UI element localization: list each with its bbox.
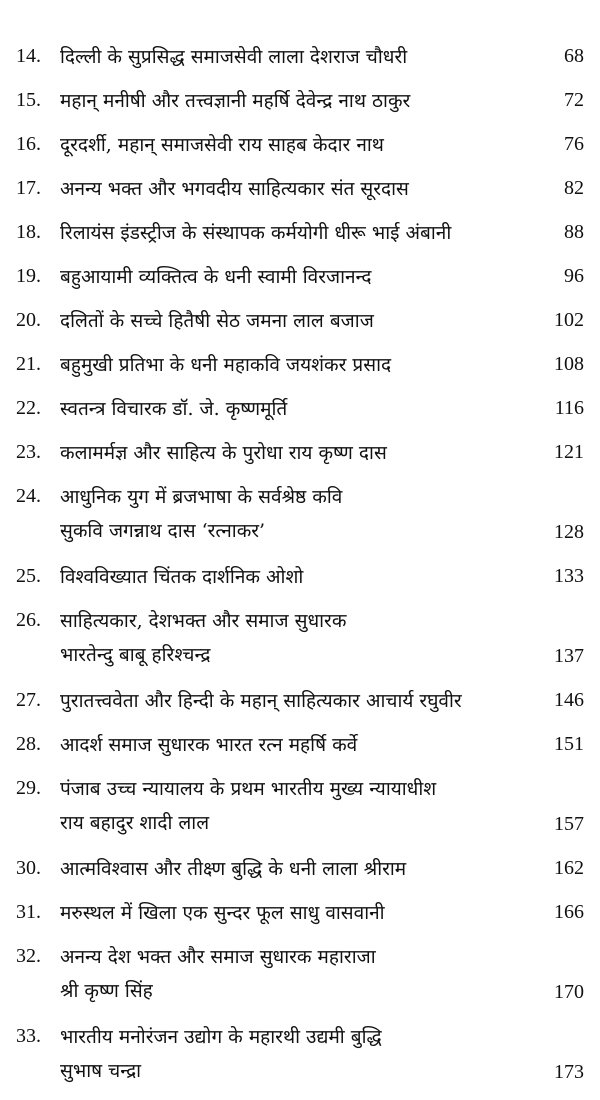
toc-entry — [16, 348, 584, 380]
toc-entry — [16, 172, 584, 204]
entry-title — [60, 896, 584, 930]
entry-title-line: दलितों के सच्चे हितैषी सेठ जमना लाल बजाज — [60, 310, 374, 332]
entry-number: 32. — [16, 945, 41, 967]
entry-title-line: मरुस्थल में खिला एक सुन्दर फूल साधु वासवानी — [60, 902, 385, 924]
toc-entry — [16, 216, 584, 248]
entry-title — [60, 604, 584, 672]
entry-title-line: आदर्श समाज सुधारक भारत रत्न महर्षि कर्वे — [60, 734, 358, 756]
entry-page-number: 173 — [554, 1061, 584, 1083]
entry-title-line: साहित्यकार, देशभक्त और समाज सुधारक — [60, 610, 347, 632]
entry-title-line: पंजाब उच्च न्यायालय के प्रथम भारतीय मुख्य न्यायाधीश — [60, 778, 437, 800]
entry-page-number: 146 — [554, 689, 584, 711]
entry-page-number: 133 — [554, 565, 584, 587]
entry-title — [60, 1020, 584, 1088]
entry-number: 18. — [16, 221, 41, 243]
entry-title-line: स्वतन्त्र विचारक डॉ. जे. कृष्णमूर्ति — [60, 398, 288, 420]
entry-page-number: 88 — [564, 221, 584, 243]
entry-title — [60, 216, 584, 250]
entry-title-line: भारतेन्दु बाबू हरिश्चन्द्र — [60, 644, 211, 666]
entry-page-number: 151 — [554, 733, 584, 755]
entry-number: 33. — [16, 1025, 41, 1047]
table-of-contents — [16, 40, 584, 1100]
toc-entry — [16, 940, 584, 1008]
entry-number: 25. — [16, 565, 41, 587]
entry-title-line: अनन्य देश भक्त और समाज सुधारक महाराजा — [60, 946, 376, 968]
entry-number: 27. — [16, 689, 41, 711]
entry-page-number: 157 — [554, 813, 584, 835]
entry-title — [60, 436, 584, 470]
entry-number: 19. — [16, 265, 41, 287]
entry-number: 16. — [16, 133, 41, 155]
entry-title-line: भारतीय मनोरंजन उद्योग के महारथी उद्यमी बुद्धि — [60, 1026, 382, 1048]
entry-number: 15. — [16, 89, 41, 111]
entry-page-number: 116 — [554, 397, 584, 419]
entry-number: 14. — [16, 45, 41, 67]
entry-title — [60, 560, 584, 594]
entry-page-number: 102 — [554, 309, 584, 331]
entry-title-line: दिल्ली के सुप्रसिद्ध समाजसेवी लाला देशराज चौधरी — [60, 46, 408, 68]
entry-number: 23. — [16, 441, 41, 463]
entry-page-number: 137 — [554, 645, 584, 667]
entry-page-number: 170 — [554, 981, 584, 1003]
entry-number: 17. — [16, 177, 41, 199]
entry-title-line: अनन्य भक्त और भगवदीय साहित्यकार संत सूरदास — [60, 178, 409, 200]
entry-title — [60, 128, 584, 162]
toc-entry — [16, 896, 584, 928]
entry-title-line: राय बहादुर शादी लाल — [60, 812, 210, 834]
entry-title-line: आधुनिक युग में ब्रजभाषा के सर्वश्रेष्ठ कवि — [60, 486, 343, 508]
toc-entry — [16, 728, 584, 760]
toc-entry — [16, 84, 584, 116]
entry-title — [60, 480, 584, 548]
entry-title — [60, 772, 584, 840]
entry-title — [60, 84, 584, 118]
entry-title-line: आत्मविश्वास और तीक्ष्ण बुद्धि के धनी लाला श्रीराम — [60, 858, 407, 880]
toc-entry — [16, 128, 584, 160]
entry-page-number: 108 — [554, 353, 584, 375]
entry-title-line: सुकवि जगन्नाथ दास ‘रत्नाकर’ — [60, 520, 266, 542]
toc-entry — [16, 772, 584, 840]
entry-title — [60, 304, 584, 338]
entry-page-number: 96 — [564, 265, 584, 287]
toc-entry — [16, 304, 584, 336]
entry-title-line: सुभाष चन्द्रा — [60, 1060, 142, 1082]
toc-entry — [16, 560, 584, 592]
entry-title — [60, 40, 584, 74]
entry-title — [60, 348, 584, 382]
entry-number: 20. — [16, 309, 41, 331]
entry-title — [60, 392, 584, 426]
entry-number: 28. — [16, 733, 41, 755]
entry-title — [60, 852, 584, 886]
entry-page-number: 72 — [564, 89, 584, 111]
entry-title-line: बहुआयामी व्यक्तित्व के धनी स्वामी विरजानन्द — [60, 266, 372, 288]
toc-entry — [16, 260, 584, 292]
entry-title — [60, 260, 584, 294]
entry-page-number: 162 — [554, 857, 584, 879]
entry-page-number: 76 — [564, 133, 584, 155]
entry-title-line: पुरातत्त्ववेता और हिन्दी के महान् साहित्यकार आचार्य रघुवीर — [60, 690, 462, 712]
entry-number: 21. — [16, 353, 41, 375]
toc-entry — [16, 40, 584, 72]
entry-title — [60, 172, 584, 206]
entry-title-line: विश्वविख्यात चिंतक दार्शनिक ओशो — [60, 566, 304, 588]
entry-page-number: 82 — [564, 177, 584, 199]
entry-number: 24. — [16, 485, 41, 507]
entry-title — [60, 728, 584, 762]
entry-title-line: बहुमुखी प्रतिभा के धनी महाकवि जयशंकर प्रसाद — [60, 354, 392, 376]
entry-title-line: कलामर्मज्ञ और साहित्य के पुरोधा राय कृष्ण दास — [60, 442, 387, 464]
toc-entry — [16, 392, 584, 424]
entry-title — [60, 684, 584, 718]
entry-page-number: 68 — [564, 45, 584, 67]
toc-entry — [16, 604, 584, 672]
toc-entry — [16, 852, 584, 884]
entry-number: 26. — [16, 609, 41, 631]
toc-entry — [16, 480, 584, 548]
toc-entry — [16, 684, 584, 716]
entry-title-line: महान् मनीषी और तत्त्वज्ञानी महर्षि देवेन्द्र नाथ ठाकुर — [60, 90, 411, 112]
entry-title-line: दूरदर्शी, महान् समाजसेवी राय साहब केदार नाथ — [60, 134, 384, 156]
entry-number: 22. — [16, 397, 41, 419]
entry-number: 31. — [16, 901, 41, 923]
entry-page-number: 121 — [554, 441, 584, 463]
toc-entry — [16, 436, 584, 468]
toc-entry — [16, 1020, 584, 1088]
entry-number: 29. — [16, 777, 41, 799]
entry-page-number: 166 — [554, 901, 584, 923]
entry-title — [60, 940, 584, 1008]
entry-number: 30. — [16, 857, 41, 879]
entry-page-number: 128 — [554, 521, 584, 543]
entry-title-line: रिलायंस इंडस्ट्रीज के संस्थापक कर्मयोगी धीरू भाई अंबानी — [60, 222, 452, 244]
entry-title-line: श्री कृष्ण सिंह — [60, 980, 153, 1002]
